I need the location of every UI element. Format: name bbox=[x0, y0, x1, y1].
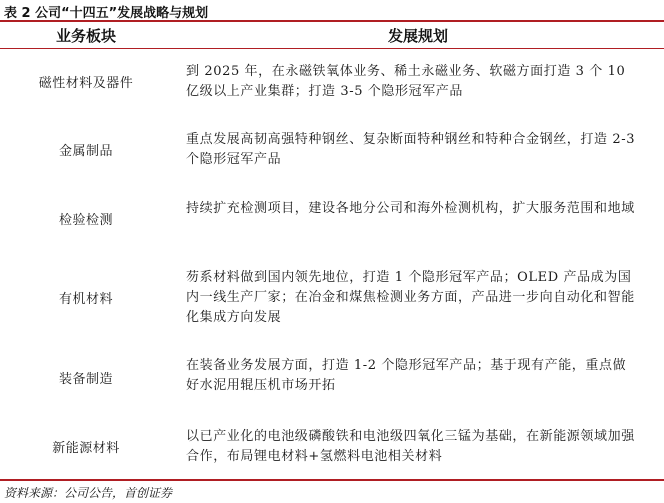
row-plan: 在装备业务发展方面，打造 1-2 个隐形冠军产品；基于现有产能，重点做好水泥用辊压机市场开拓 bbox=[186, 358, 627, 393]
row-plan: 芴系材料做到国内领先地位，打造 1 个隐形冠军产品；OLED 产品成为国内一线生产厂家；在冶金和煤焦检测业务方面，产品进一步向自动化和智能化集成方向发展 bbox=[186, 270, 635, 325]
row-category: 有机材料 bbox=[58, 292, 113, 307]
row-plan: 到 2025 年，在永磁铁氧体业务、稀土永磁业务、软磁方面打造 3 个 10 亿级以上产业集群；打造 3-5 个隐形冠军产品 bbox=[186, 64, 626, 99]
row-category: 金属制品 bbox=[58, 144, 113, 159]
row-plan: 持续扩充检测项目，建设各地分公司和海外检测机构，扩大服务范围和地域 bbox=[186, 201, 635, 216]
row-category: 装备制造 bbox=[58, 372, 113, 387]
header-rule bbox=[0, 48, 664, 49]
row-category: 新能源材料 bbox=[52, 441, 120, 456]
bottom-rule bbox=[0, 479, 664, 481]
row-plan: 重点发展高韧高强特种钢丝、复杂断面特种钢丝和特种合金钢丝，打造 2-3 个隐形冠军产品 bbox=[186, 132, 636, 167]
row-plan: 以已产业化的电池级磷酸铁和电池级四氧化三锰为基础，在新能源领域加强合作，布局锂电材料+氢燃料电池相关材料 bbox=[186, 429, 635, 464]
table-header bbox=[0, 22, 664, 48]
row-category: 磁性材料及器件 bbox=[38, 76, 134, 91]
source-note: 资料来源：公司公告，首创证券 bbox=[4, 486, 173, 500]
row-category: 检验检测 bbox=[58, 213, 113, 228]
header-development-plan: 发展规划 bbox=[387, 27, 448, 45]
table-title: 表 2 公司“十四五”发展战略与规划 bbox=[4, 6, 209, 21]
header-business-segment: 业务板块 bbox=[55, 27, 116, 45]
